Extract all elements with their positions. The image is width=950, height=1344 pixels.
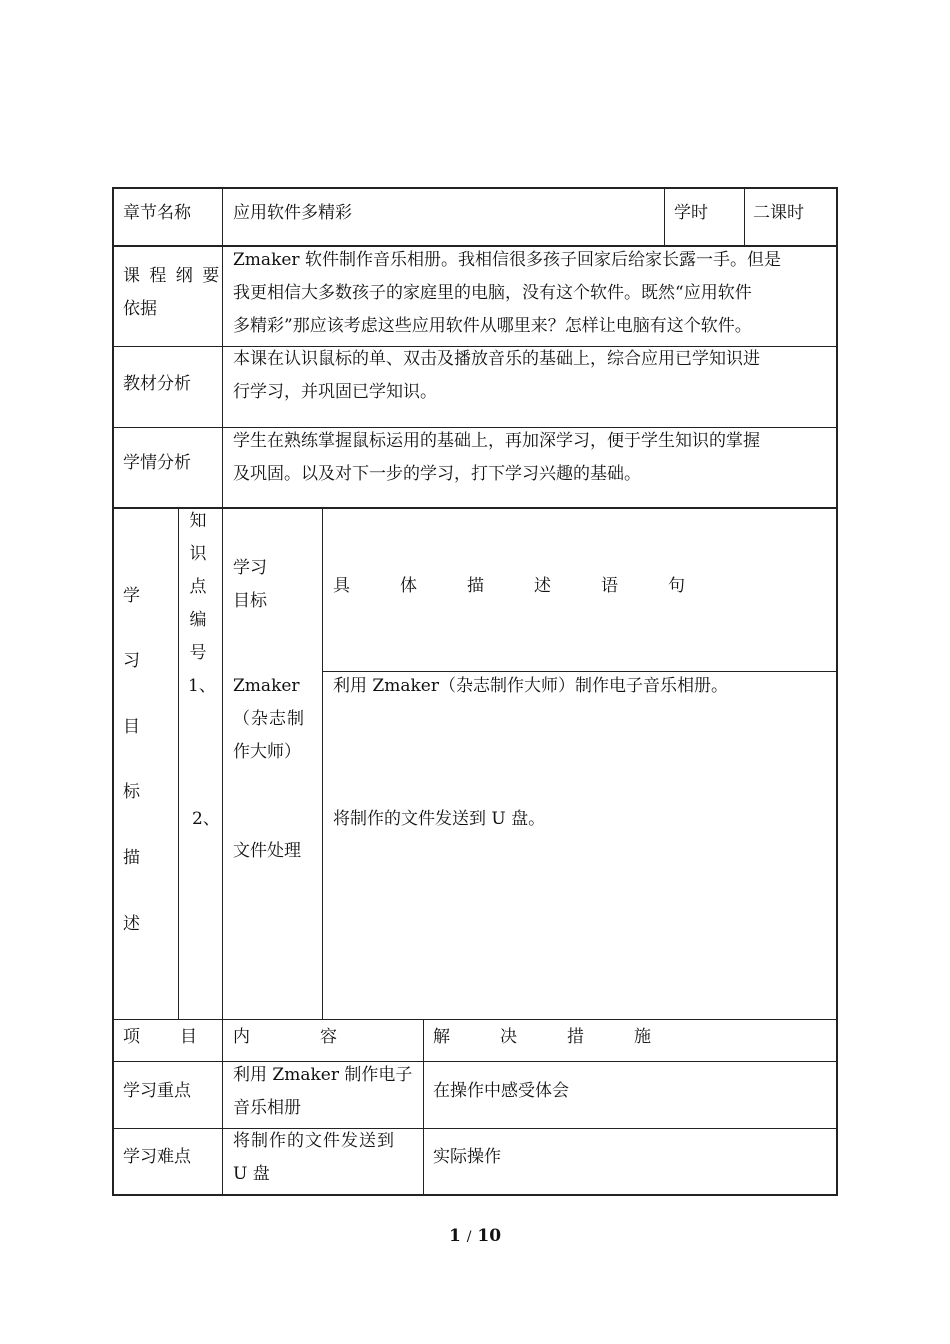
desc-header <box>333 578 685 595</box>
column-divider <box>222 1019 223 1196</box>
keypoints-header-char: 目 <box>180 1027 197 1047</box>
syllabus-text-line: 多精彩”那应该考虑这些应用软件从哪里来？怎样让电脑有这个软件。 <box>233 316 752 336</box>
objective-desc: 将制作的文件发送到 U 盘。 <box>333 809 546 829</box>
number-header <box>180 505 216 670</box>
column-divider <box>178 507 179 1019</box>
syllabus-label <box>123 260 222 326</box>
objectives-side-char: 目 <box>123 717 140 737</box>
desc-header-char: 语 <box>601 576 618 596</box>
syllabus-text <box>233 244 833 343</box>
keypoints-header-char: 内 <box>233 1027 250 1047</box>
objective-goal-line: Zmaker <box>233 676 300 696</box>
keypoints-header-char: 措 <box>567 1027 584 1047</box>
syllabus-label-line1 <box>123 260 222 293</box>
keypoint-content-line: 将制作的文件发送到 <box>233 1131 395 1151</box>
chapter-label: 章节名称 <box>123 203 191 223</box>
keypoints-header-solution <box>433 1029 651 1046</box>
keypoint-label: 学习重点 <box>123 1081 191 1101</box>
keypoint-content <box>233 1125 419 1191</box>
desc-header-char: 句 <box>668 576 685 596</box>
keypoints-header-char: 容 <box>320 1027 337 1047</box>
keypoints-header-item <box>123 1029 197 1046</box>
objectives-side-char: 标 <box>123 782 140 802</box>
table-left-border <box>112 187 114 1196</box>
objectives-side-char: 描 <box>123 848 140 868</box>
row-divider <box>322 671 838 672</box>
syllabus-text-line: 我更相信大多数孩子的家庭里的电脑，没有这个软件。既然“应用软件 <box>233 283 752 303</box>
column-divider <box>744 187 745 245</box>
keypoints-header-char: 项 <box>123 1027 140 1047</box>
keypoint-content-line: 利用 Zmaker 制作电子 <box>233 1065 413 1085</box>
syllabus-text-line: Zmaker 软件制作音乐相册。我相信很多孩子回家后给家长露一手。但是 <box>233 250 781 270</box>
number-header-char: 识 <box>189 544 207 564</box>
column-divider <box>423 1019 424 1196</box>
student-text <box>233 425 833 491</box>
syllabus-label-line2: 依据 <box>123 299 157 319</box>
chapter-value: 应用软件多精彩 <box>233 203 352 223</box>
objective-number: 2、 <box>192 809 220 829</box>
keypoints-header-char: 决 <box>500 1027 517 1047</box>
objectives-side-char: 习 <box>123 651 140 671</box>
material-text <box>233 343 833 409</box>
desc-header-char: 体 <box>400 576 417 596</box>
objective-goal <box>233 670 319 769</box>
column-divider <box>322 507 323 1019</box>
number-header-char: 号 <box>189 643 207 663</box>
keypoint-label: 学习难点 <box>123 1147 191 1167</box>
number-header-char: 点 <box>189 577 207 597</box>
objective-desc: 利用 Zmaker（杂志制作大师）制作电子音乐相册。 <box>333 676 728 696</box>
goal-header <box>233 552 267 618</box>
desc-header-char: 述 <box>534 576 551 596</box>
student-label: 学情分析 <box>123 453 191 473</box>
hours-label: 学时 <box>674 203 708 223</box>
column-divider <box>222 507 223 1019</box>
keypoint-solution: 实际操作 <box>433 1147 501 1167</box>
objective-goal-line: 作大师） <box>233 742 301 762</box>
syllabus-label-text: 课 程 纲 要 <box>123 266 222 286</box>
material-text-line: 行学习，并巩固已学知识。 <box>233 382 437 402</box>
page-separator: / <box>466 1229 472 1245</box>
column-divider <box>664 187 665 245</box>
objective-goal-line: （杂志制 <box>233 709 305 729</box>
number-header-char: 知 <box>189 511 207 531</box>
keypoints-header-content <box>233 1029 337 1046</box>
keypoint-content-line: U 盘 <box>233 1164 270 1184</box>
material-label: 教材分析 <box>123 374 191 394</box>
hours-value: 二课时 <box>753 203 804 223</box>
keypoint-solution: 在操作中感受体会 <box>433 1081 569 1101</box>
keypoint-content-line: 音乐相册 <box>233 1098 301 1118</box>
table-right-border <box>836 187 838 1196</box>
desc-header-char: 具 <box>333 576 350 596</box>
current-page: 1 <box>448 1226 461 1246</box>
goal-header-line: 学习 <box>233 558 267 578</box>
material-text-line: 本课在认识鼠标的单、双击及播放音乐的基础上，综合应用已学知识进 <box>233 349 760 369</box>
page-number <box>0 1228 950 1245</box>
objectives-side-char: 学 <box>123 586 140 606</box>
keypoints-header-char: 解 <box>433 1027 450 1047</box>
desc-header-char: 描 <box>467 576 484 596</box>
objective-goal: 文件处理 <box>233 841 301 861</box>
keypoints-header-char: 施 <box>634 1027 651 1047</box>
objectives-side-char: 述 <box>123 914 140 934</box>
total-pages: 10 <box>477 1226 502 1246</box>
number-header-char: 编 <box>189 610 207 630</box>
student-text-line: 及巩固。以及对下一步的学习，打下学习兴趣的基础。 <box>233 464 641 484</box>
goal-header-line: 目标 <box>233 591 267 611</box>
keypoint-content <box>233 1059 419 1125</box>
student-text-line: 学生在熟练掌握鼠标运用的基础上，再加深学习，便于学生知识的掌握 <box>233 431 760 451</box>
objective-number: 1、 <box>188 676 216 696</box>
column-divider <box>222 187 223 507</box>
